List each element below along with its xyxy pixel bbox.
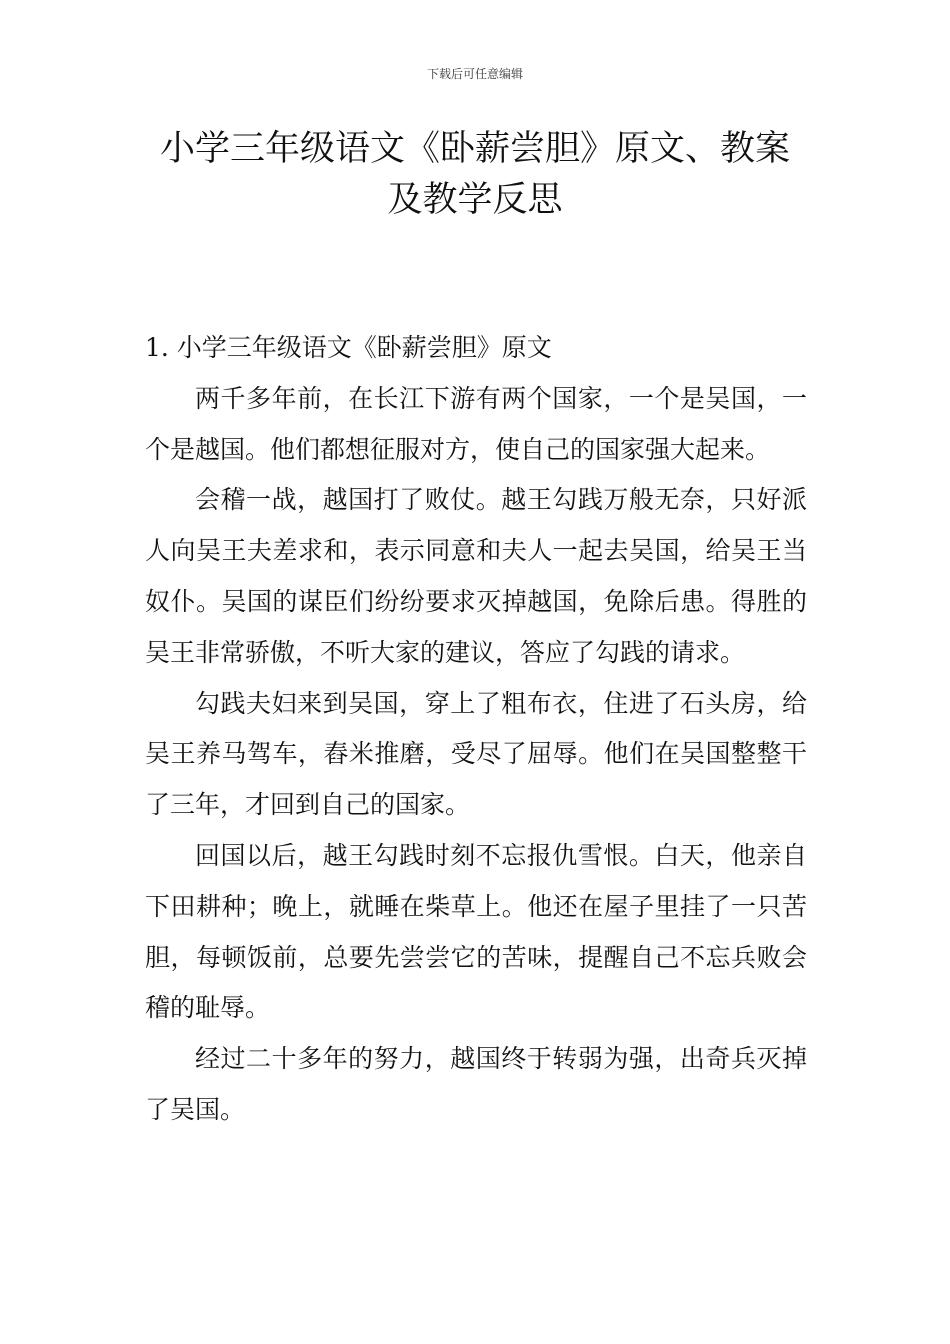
paragraph: 两千多年前，在长江下游有两个国家，一个是吴国，一个是越国。他们都想征服对方，使自己的国家强大起来。 [145,383,807,464]
section-heading: 1. 小学三年级语文《卧薪尝胆》原文 [145,333,552,362]
document-title [145,124,805,226]
document-title-line-1: 小学三年级语文《卧薪尝胆》原文、教案 [159,129,790,169]
paragraph: 会稽一战，越国打了败仗。越王勾践万般无奈，只好派人向吴王夫差求和，表示同意和夫人一起去吴国，给吴王当奴仆。吴国的谋臣们纷纷要求灭掉越国，免除后患。得胜的吴王非常骄傲，不听大家的建议，答应了勾践的请求。 [145,485,807,667]
document-title-line-2: 及教学反思 [387,180,563,220]
paragraph: 回国以后，越王勾践时刻不忘报仇雪恨。白天，他亲自下田耕种；晚上，就睡在柴草上。他还在屋子里挂了一只苦胆，每顿饭前，总要先尝尝它的苦味，提醒自己不忘兵败会稽的耻辱。 [145,840,807,1023]
paragraph: 勾践夫妇来到吴国，穿上了粗布衣，住进了石头房，给吴王养马驾车，舂米推磨，受尽了屈辱。他们在吴国整整干了三年，才回到自己的国家。 [145,688,807,820]
document-body [145,323,807,1136]
paragraph: 经过二十多年的努力，越国终于转弱为强，出奇兵灭掉了吴国。 [145,1044,807,1124]
header-note: 下载后可任意编辑 [426,67,523,81]
